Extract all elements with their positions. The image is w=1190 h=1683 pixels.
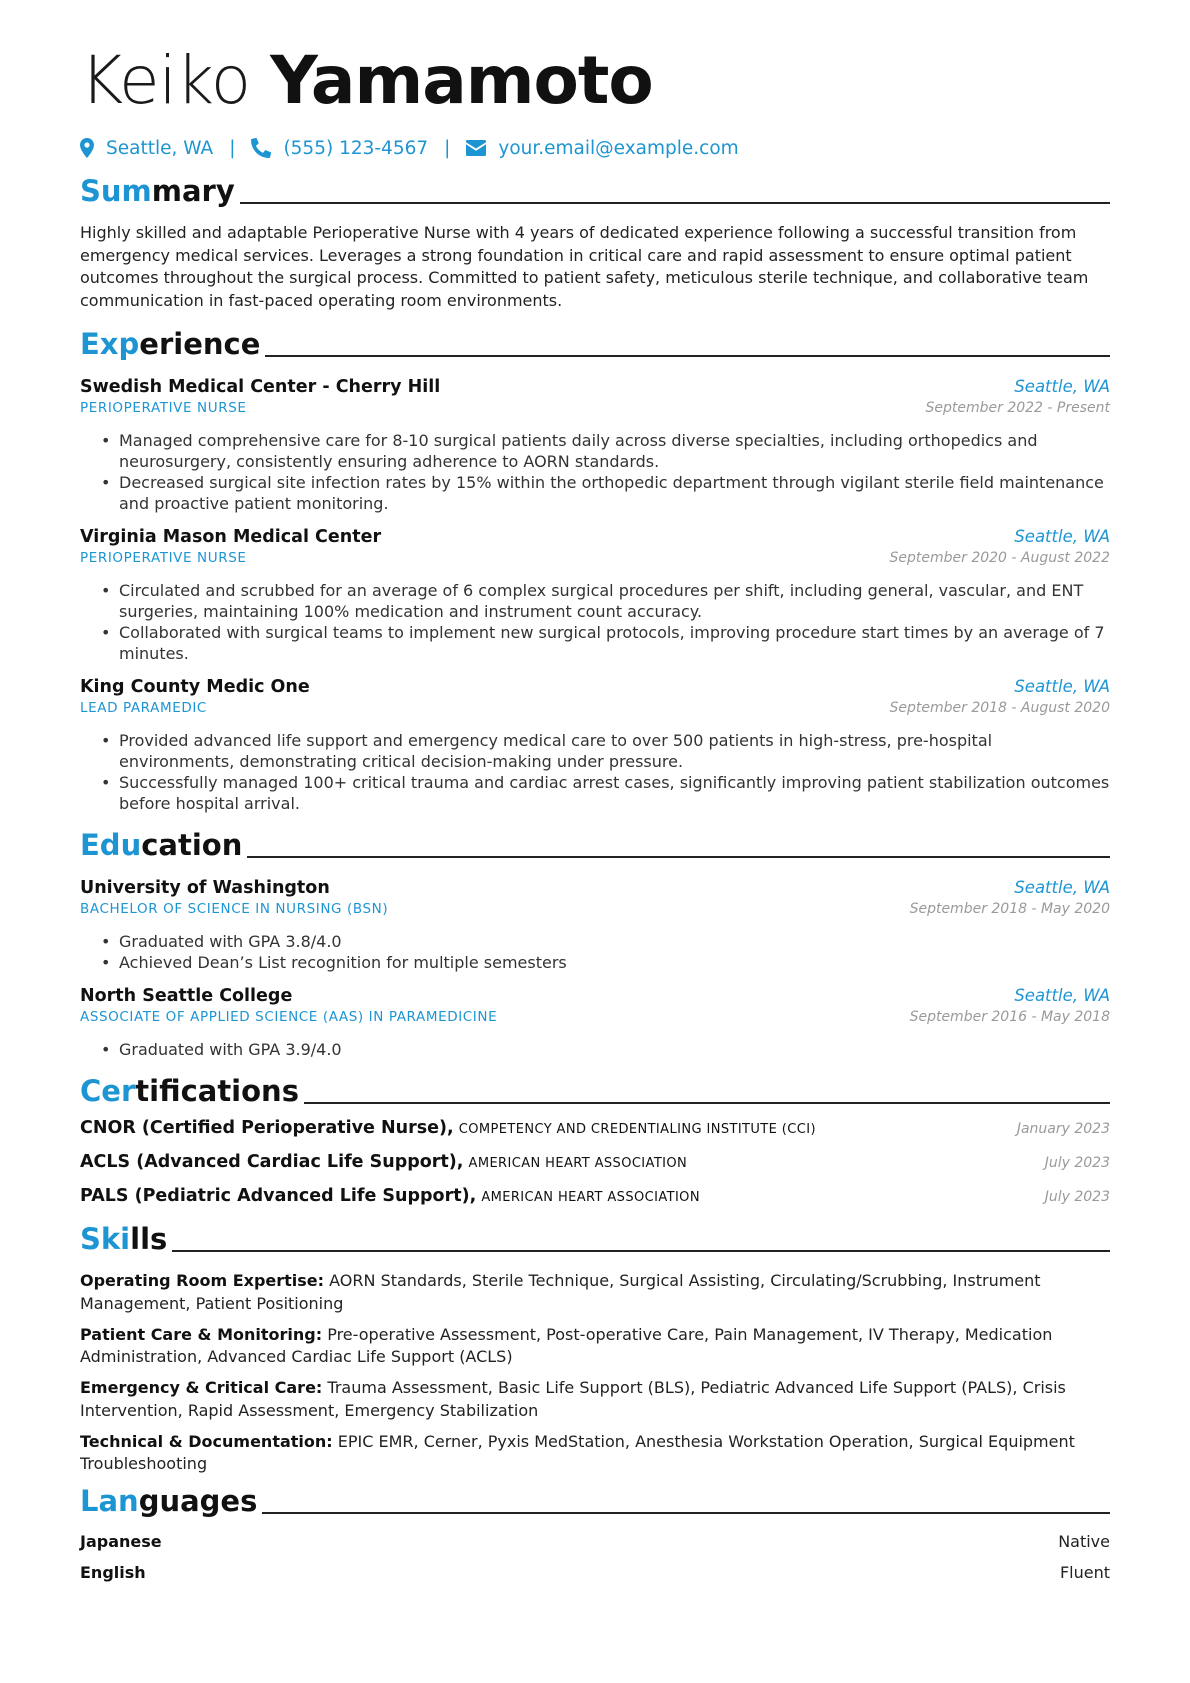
- skill-group: [80, 1270, 1110, 1315]
- list-item: • Graduated with GPA 3.8/4.0: [101, 932, 342, 951]
- certification-name: PALS (Pediatric Advanced Life Support): [80, 1186, 470, 1206]
- entry-dates: September 2018 - August 2020: [889, 700, 1110, 716]
- section-title: Skills: [80, 1222, 168, 1256]
- languages-list: [80, 1532, 1110, 1594]
- candidate-name: [80, 0, 1110, 120]
- certification-name: CNOR (Certified Perioperative Nurse): [80, 1118, 448, 1138]
- list-item: • Provided advanced life support and emergency medical care to over 500 patients in high-stress, pre-hospital environments, demonstrating critical decision-making under pressure.: [101, 731, 993, 771]
- phone-icon: [251, 138, 271, 158]
- school-name: University of Washington: [80, 878, 330, 898]
- list-item: • Successfully managed 100+ critical trauma and cardiac arrest cases, significantly improving patient stabilization outcomes before hospital arrival.: [101, 773, 1110, 813]
- certification-list: [80, 1118, 1110, 1220]
- language-row: [80, 1532, 1110, 1563]
- section-rule: [172, 1250, 1110, 1252]
- bullet-list: [80, 430, 1110, 514]
- certification-date: January 2023: [1016, 1121, 1110, 1137]
- language-name: Japanese: [80, 1532, 162, 1551]
- experience-entry: [80, 677, 1110, 814]
- first-name: Keiko: [80, 42, 251, 119]
- section-rule: [247, 856, 1110, 858]
- phone-text[interactable]: (555) 123-4567: [283, 137, 429, 159]
- job-title: PERIOPERATIVE NURSE: [80, 400, 247, 416]
- contact-separator: |: [444, 137, 451, 159]
- map-pin-icon: [80, 138, 94, 158]
- email-link[interactable]: your.email@example.com: [498, 137, 739, 159]
- job-title: PERIOPERATIVE NURSE: [80, 550, 247, 566]
- employer-name: Virginia Mason Medical Center: [80, 527, 382, 547]
- contact-email[interactable]: [466, 138, 738, 159]
- section-rule: [262, 1512, 1110, 1514]
- section-title: Education: [80, 828, 243, 862]
- location-text: Seattle, WA: [106, 137, 214, 159]
- certification-row: CNOR (Certified Perioperative Nurse), COMPETENCY AND CREDENTIALING INSTITUTE (CCI) January 2023: [80, 1118, 1110, 1138]
- skill-category: Technical & Documentation:: [80, 1431, 333, 1451]
- experience-entry: [80, 527, 1110, 664]
- certification-date: July 2023: [1044, 1189, 1110, 1205]
- section-rule: [304, 1102, 1110, 1104]
- bullet-list: [80, 1039, 1110, 1060]
- education-entry: [80, 878, 1110, 973]
- certification-issuer: AMERICAN HEART ASSOCIATION: [468, 1156, 688, 1171]
- section-experience-heading: [80, 327, 1110, 361]
- school-name: North Seattle College: [80, 986, 293, 1006]
- certification-issuer: COMPETENCY AND CREDENTIALING INSTITUTE (CCI): [458, 1122, 816, 1137]
- list-item: • Decreased surgical site infection rates by 15% within the orthopedic department through vigilant sterile field maintenance and proactive patient monitoring.: [101, 473, 1104, 513]
- section-skills-heading: [80, 1222, 1110, 1256]
- section-title: Certifications: [80, 1074, 299, 1108]
- section-rule: [240, 202, 1110, 204]
- entry-location: Seattle, WA: [1014, 878, 1110, 897]
- certification-row: PALS (Pediatric Advanced Life Support), AMERICAN HEART ASSOCIATION July 2023: [80, 1186, 1110, 1206]
- skill-items: Pre-operative Assessment, Post-operative Care, Pain Management, IV Therapy, Medication Administration, Advanced Cardiac Life Support (ACLS): [80, 1324, 1053, 1366]
- language-row: [80, 1563, 1110, 1594]
- language-level: Native: [1058, 1532, 1110, 1551]
- list-item: • Circulated and scrubbed for an average of 6 complex surgical procedures per shift, including general, vascular, and ENT surgeries, maintaining 100% medication and instrument count accuracy.: [101, 581, 1084, 621]
- skill-items: Trauma Assessment, Basic Life Support (BLS), Pediatric Advanced Life Support (PALS), Crisis Intervention, Rapid Assessment, Emergency Stabilization: [80, 1378, 1066, 1420]
- entry-location: Seattle, WA: [1014, 527, 1110, 546]
- degree-title: BACHELOR OF SCIENCE IN NURSING (BSN): [80, 901, 389, 917]
- language-name: English: [80, 1563, 146, 1582]
- contact-phone[interactable]: [251, 138, 428, 159]
- certification-row: ACLS (Advanced Cardiac Life Support), AMERICAN HEART ASSOCIATION July 2023: [80, 1152, 1110, 1172]
- section-education-heading: [80, 828, 1110, 862]
- entry-location: Seattle, WA: [1014, 377, 1110, 396]
- bullet-list: [80, 931, 1110, 973]
- certification-date: July 2023: [1044, 1155, 1110, 1171]
- skill-category: Operating Room Expertise:: [80, 1271, 325, 1290]
- bullet-list: [80, 580, 1110, 664]
- skills-list: [80, 1270, 1110, 1476]
- summary-text: Highly skilled and adaptable Perioperative Nurse with 4 years of dedicated experience following a successful transition from emergency medical services. Leverages a strong foundation in critical care and rapid assessment to ensure optimal patient outcomes throughout the surgical process. Committed to patient safety, meticulous sterile technique, and collaborative team communication in fast-paced operating room environments.: [80, 223, 1089, 310]
- certification-name: ACLS (Advanced Cardiac Life Support): [80, 1152, 457, 1172]
- section-title: Experience: [80, 327, 261, 361]
- envelope-icon: [466, 140, 486, 156]
- entry-dates: September 2022 - Present: [925, 400, 1110, 416]
- entry-dates: September 2020 - August 2022: [889, 550, 1110, 566]
- skill-items: EPIC EMR, Cerner, Pyxis MedStation, Anesthesia Workstation Operation, Surgical Equipment Troubleshooting: [80, 1431, 1075, 1473]
- employer-name: Swedish Medical Center - Cherry Hill: [80, 377, 441, 397]
- skill-category: Patient Care & Monitoring:: [80, 1324, 323, 1344]
- degree-title: ASSOCIATE OF APPLIED SCIENCE (AAS) IN PARAMEDICINE: [80, 1009, 498, 1025]
- entry-dates: September 2018 - May 2020: [909, 901, 1110, 917]
- last-name: Yamamoto: [270, 42, 653, 119]
- education-entry: [80, 986, 1110, 1060]
- experience-entry: [80, 377, 1110, 514]
- language-level: Fluent: [1059, 1563, 1110, 1582]
- bullet-list: [80, 730, 1110, 814]
- list-item: • Achieved Dean’s List recognition for multiple semesters: [101, 953, 567, 972]
- skill-group: [80, 1324, 1110, 1369]
- contact-location: [80, 138, 213, 159]
- entry-location: Seattle, WA: [1014, 677, 1110, 696]
- section-summary-heading: [80, 174, 1110, 208]
- list-item: • Collaborated with surgical teams to implement new surgical protocols, improving procedure start times by an average of 7 minutes.: [101, 623, 1105, 663]
- job-title: LEAD PARAMEDIC: [80, 700, 207, 716]
- list-item: • Graduated with GPA 3.9/4.0: [101, 1040, 342, 1059]
- employer-name: King County Medic One: [80, 677, 310, 697]
- list-item: • Managed comprehensive care for 8-10 surgical patients daily across diverse specialties, including orthopedics and neurosurgery, consistently ensuring adherence to AORN standards.: [101, 431, 1038, 471]
- entry-dates: September 2016 - May 2018: [909, 1009, 1110, 1025]
- certification-issuer: AMERICAN HEART ASSOCIATION: [481, 1190, 700, 1205]
- section-certifications-heading: [80, 1074, 1110, 1108]
- skill-category: Emergency & Critical Care:: [80, 1378, 323, 1397]
- section-title: Summary: [80, 174, 235, 208]
- section-languages-heading: [80, 1484, 1110, 1518]
- skill-items: AORN Standards, Sterile Technique, Surgical Assisting, Circulating/Scrubbing, Instrument Management, Patient Positioning: [80, 1271, 1041, 1313]
- contact-separator: |: [229, 137, 236, 159]
- section-rule: [265, 355, 1110, 357]
- entry-location: Seattle, WA: [1014, 986, 1110, 1005]
- section-title: Languages: [80, 1484, 258, 1518]
- skill-group: [80, 1431, 1110, 1476]
- contact-bar: [80, 134, 1110, 162]
- skill-group: [80, 1377, 1110, 1422]
